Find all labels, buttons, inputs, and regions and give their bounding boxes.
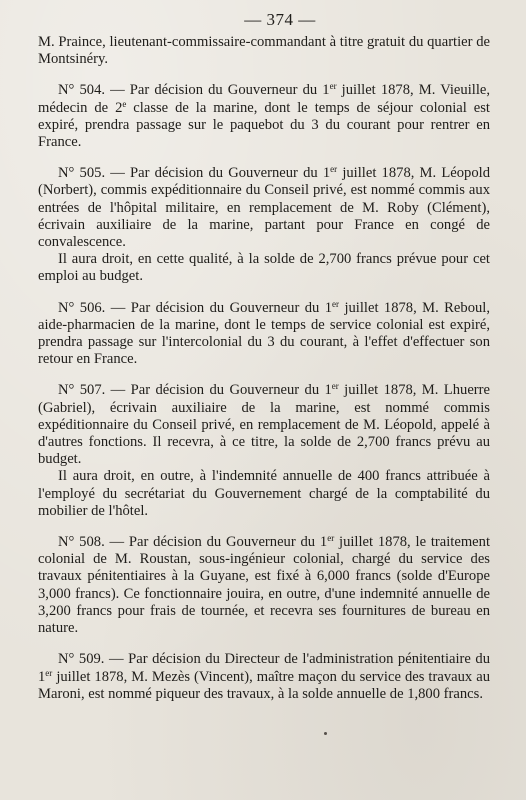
decision-505: [38, 165, 490, 285]
decision-508: [38, 534, 490, 637]
paragraph-text: N° 508. — Par décision du Gouverneur du 1er juillet 1878, le traitement colonial de M. Roustan, sous-ingénieur colonial, chargé du service des travaux pénitentiaires à la Guyane, est fixé à 6,000 francs (solde d'Europe 3,000 francs). Ce fonctionnaire jouira, en outre, d'une indemnité annuelle de 3,200 francs pour frais de tournée, et recevra ses fournitures de bureau en nature.: [38, 533, 491, 637]
page-number: — 374 —: [244, 10, 316, 29]
paragraph-continuation-text: Il aura droit, en outre, à l'indemnité annuelle de 400 francs attribuée à l'employé du secrétariat du Gouvernement chargé de la comptabilité du mobilier de l'hôtel.: [38, 468, 490, 519]
paragraph-text: N° 506. — Par décision du Gouverneur du 1er juillet 1878, M. Reboul, aide-pharmacien de la marine, dont le temps de service colonial est expiré, prendra passage sur l'intercolonial du 3 du courant, à l'effet d'effectuer son retour en France.: [38, 298, 490, 368]
paragraph-text: N° 504. — Par décision du Gouverneur du 1er juillet 1878, M. Vieuille, médecin de 2e classe de la marine, dont le temps de séjour colonial est expiré, prendra passage sur le paquebot du 3 du courant pour rentrer en France.: [38, 81, 490, 151]
paragraph-text: M. Praince, lieutenant-commissaire-commandant à titre gratuit du quartier de Montsinéry.: [38, 34, 490, 68]
paragraph-text: N° 505. — Par décision du Gouverneur du 1er juillet 1878, M. Léopold (Norbert), commis expéditionnaire du Conseil privé, est nommé commis aux entrées de l'hôpital militaire, en remplacement de M. Roby (Clément), écrivain auxiliaire de la marine, partant pour France en congé de convalescence.: [38, 164, 490, 251]
paragraph-continuation: [38, 34, 490, 68]
paragraph-continuation-text: Il aura droit, en cette qualité, à la solde de 2,700 francs prévue pour cet emploi au budget.: [38, 251, 490, 285]
decision-509: [38, 651, 490, 703]
paragraph-text: N° 507. — Par décision du Gouverneur du 1er juillet 1878, M. Lhuerre (Gabriel), écrivain auxiliaire de la marine, est nommé commis expéditionnaire du Conseil privé, en remplacement de M. Léopold, appelé à d'autres fonctions. Il recevra, à ce titre, la solde de 2,700 francs prévu au budget.: [38, 381, 490, 468]
decision-504: [38, 82, 490, 151]
document-body: [38, 34, 490, 717]
decision-506: [38, 300, 490, 369]
paragraph-text: N° 509. — Par décision du Directeur de l'administration pénitentiaire du 1er juillet 1878, M. Mezès (Vincent), maître maçon du service des travaux au Maroni, est nommé piqueur des travaux, à la solde annuelle de 1,800 francs.: [38, 651, 490, 702]
decision-507: [38, 382, 490, 520]
ink-speck: [324, 732, 327, 735]
